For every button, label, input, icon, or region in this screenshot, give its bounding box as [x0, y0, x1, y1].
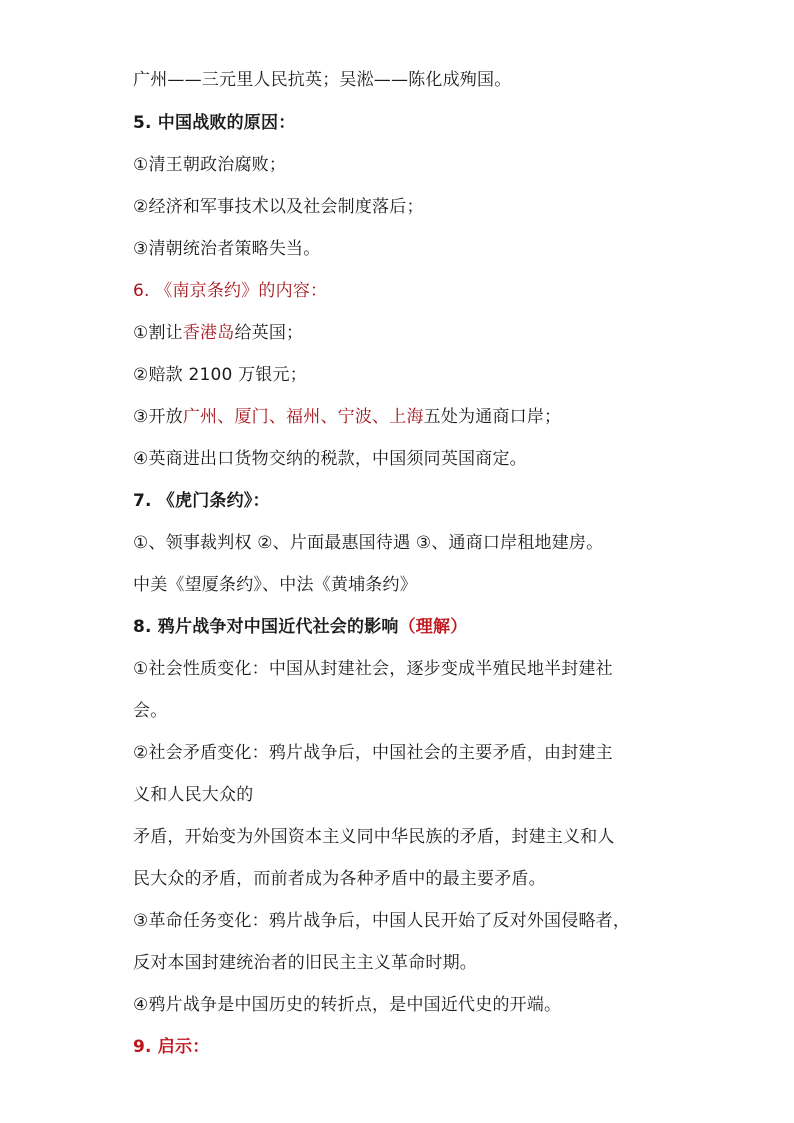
list-item: ①清王朝政治腐败；: [133, 155, 287, 175]
list-item: ①割让香港岛给英国；: [133, 323, 304, 343]
list-item: ③革命任务变化：鸦片战争后，中国人民开始了反对外国侵略者，: [133, 911, 631, 931]
heading-enlightenment: 9. 启示：: [133, 1037, 210, 1057]
list-item: 民大众的矛盾，而前者成为各种矛盾中的最主要矛盾。: [133, 869, 546, 889]
list-item: ②经济和军事技术以及社会制度落后；: [133, 197, 424, 217]
list-item: ③清朝统治者策略失当。: [133, 239, 321, 259]
heading-war-impact: 8. 鸦片战争对中国近代社会的影响（理解）: [133, 617, 468, 637]
list-item: 义和人民大众的: [133, 785, 254, 805]
list-item: 反对本国封建统治者的旧民主主义革命时期。: [133, 953, 477, 973]
highlight-hongkong: 香港岛: [182, 323, 235, 343]
line-sanyuanli: 广州——三元里人民抗英；吴淞——陈化成殉国。: [133, 70, 512, 90]
list-item: ③开放广州、厦门、福州、宁波、上海五处为通商口岸；: [133, 407, 562, 427]
highlight-treaty-ports: 广州、厦门、福州、宁波、上海: [182, 407, 424, 427]
list-item: 会。: [133, 701, 168, 721]
list-item: ①社会性质变化：中国从封建社会，逐步变成半殖民地半封建社: [133, 659, 613, 679]
list-item: 矛盾，开始变为外国资本主义同中华民族的矛盾，封建主义和人: [133, 827, 615, 847]
heading-nanjing-treaty: 6. 《南京条约》的内容：: [133, 281, 328, 301]
list-item: ④鸦片战争是中国历史的转折点，是中国近代史的开端。: [133, 995, 562, 1015]
list-item: 中美《望厦条约》、中法《黄埔条约》: [133, 575, 417, 595]
list-item: ④英商进出口货物交纳的税款，中国须同英国商定。: [133, 449, 527, 469]
understand-tag: （理解）: [398, 617, 468, 637]
heading-defeat-reasons: 5. 中国战败的原因：: [133, 113, 296, 133]
heading-humen-treaty: 7. 《虎门条约》：: [133, 491, 270, 511]
list-item: ②赔款 2100 万银元；: [133, 365, 307, 385]
list-item: ②社会矛盾变化：鸦片战争后，中国社会的主要矛盾，由封建主: [133, 743, 613, 763]
list-item: ①、领事裁判权 ②、片面最惠国待遇 ③、通商口岸租地建房。: [133, 533, 604, 553]
